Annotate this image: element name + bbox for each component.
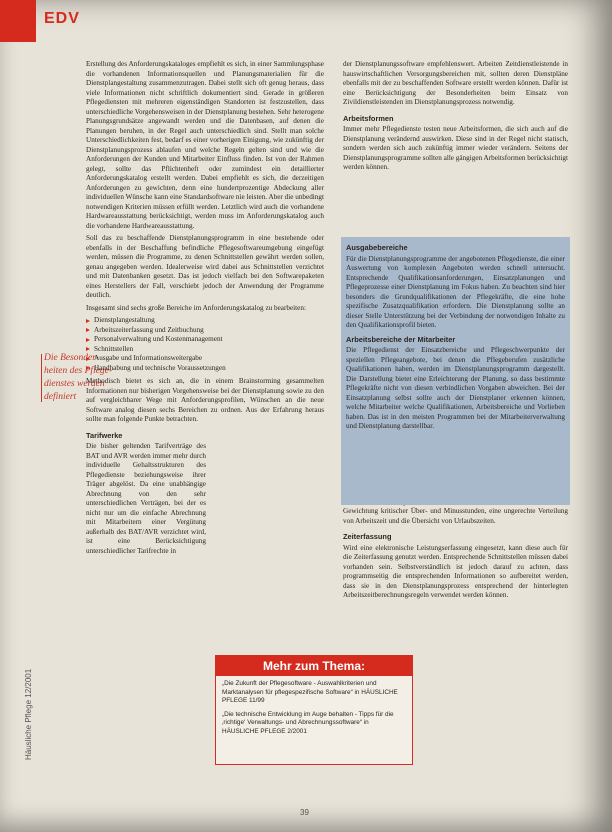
list-item: Arbeitszeiterfassung und Zeitbuchung xyxy=(86,326,324,336)
list-item: Dienstplangestaltung xyxy=(86,316,324,326)
bullet-list xyxy=(86,316,324,373)
paragraph: Immer mehr Pflegedienste testen neue Arbeitsformen, die sich auch auf die Dienstplanung verändernd auswirken. Diese sind in der Regel nicht statisch, sondern werden sich auch zukünftig immer wieder verändern. Seitens der Dienstplanungsprogramme sollten alle gängigen Arbeitsformen berücksichtigt werden können. xyxy=(343,125,568,171)
subheading: Tarifwerke xyxy=(86,430,123,440)
subheading: Zeiterfassung xyxy=(343,532,392,541)
left-column xyxy=(86,60,324,559)
paragraph: der Dienstplanungssoftware empfehlenswert. Arbeiten Zeitdienstleistende in hauswirtschaftlichen Versorgungsbereichen mit, sollten deren Dienstpläne ebenfalls mit der zu beschaffenden Software erstellt werden können. Dafür ist eine Berücksichtigung der Besonderheiten beim Einsatz von Zivildienstleistenden im Dienstplanungsprozess notwendig. xyxy=(343,60,568,106)
page-number: 39 xyxy=(300,808,309,817)
more-on-topic-box xyxy=(215,655,413,765)
paragraph: Gewichtung kritischer Über- und Minusstunden, eine ungerechte Verteilung von Arbeitszeit und die Übersicht von Urlaubszeiten. xyxy=(343,507,568,525)
list-item: Handhabung und technische Voraussetzungen xyxy=(86,364,324,374)
paragraph: Methodisch bietet es sich an, die in einem Brainstorming gesammelten Informationen nur bisherigen Vorgehensweise bei der Dienstplanung sowie zu den auf vergleichbarer Wege mit Anforderungsprofilen, Wünschen an die neue Software analog diesen sechs Bereichen zu ordnen. Aus der Erfahrung heraus sollte man folgende Punkte betrachten. xyxy=(86,377,324,423)
paragraph: Wird eine elektronische Leistungserfassung eingesetzt, kann diese auch für die Zeiterfassung genutzt werden. Entsprechende Schnittstellen müssen dabei vorhanden sein. Selbstverständlich ist jedoch darauf zu achten, dass programmseitig die entsprechenden Informationen so aufbereitet werden, dass sie in den Dienstplanungsprozess entsprechend der hinterlegten Arbeitszeitberechnungsregeln verwendet werden können. xyxy=(343,543,568,599)
infobox-heading: Ausgabebereiche xyxy=(346,243,408,252)
infobox-heading: Arbeitsbereiche der Mitarbeiter xyxy=(346,334,456,344)
list-item: Personalverwaltung und Kostenmanagement xyxy=(86,335,324,345)
pull-quote: Die Besonder- heiten des Pflege- dienstes werden definiert xyxy=(44,352,120,404)
infobox-paragraph: Die Pflegedienst der Einsatzbereiche und Pflegeschwerpunkte der speziellen Pflegeangebote, bei denen die Pflegeberufen zusätzliche Qualifikationen haben, werden im Dienstplanungsprogramm dargestellt. Die Darstellung bietet eine Erleichterung der Planung, so dass bestimmte Pflegekräfte nicht von diesen verbindlichen Vorgaben abweichen. Bei der Einsatzplanung selbst sollte auch der Dienstplaner erkennen können, welche Mitarbeiter welche Qualifikationen, Arbeitsbereiche und Vorlieben haben. Das ist in den meisten Programmen bei der Mitarbeiterverwaltung und Dienstplanung darstellbar. xyxy=(346,346,565,430)
infobox-paragraph: Für die Dienstplanungsprogramme der angebotenen Pflegedienste, die einer Auswertung von komplexen Angeboten werden schnell untersucht. Entsprechende Qualifikationsanforderungen, Einsatzplanungen und Pflegeprozesse einer Dienstplanung im Fokus haben. Zu beachten sind hier besonders die Grundqualifikationen der Pflegekräfte, die eine hohe spezifische Zusatzqualifikation erfordern. Die Dienstplanung sollte an dieser Stelle Unterstützung bei der Verbindung der notwendigen Inhalte zu den Qualifikationsprofil bieten. xyxy=(346,254,565,329)
reference-item: „Die technische Entwicklung im Auge behalten - Tipps für die ‚richtige‘ Verwaltungs- und Abrechnungssoftware“ in HÄUSLICHE PFLEGE 2/2001 xyxy=(222,710,394,735)
more-on-topic-body xyxy=(216,676,412,745)
list-item: Schnittstellen xyxy=(86,345,324,355)
section-label: EDV xyxy=(44,10,80,27)
paragraph: Erstellung des Anforderungskataloges empfiehlt es sich, in einer Sammlungsphase die vorhandenen Informationsquellen und Planungsmaterialien für die Dienstplangestaltung zusammenzutragen. Dabei stellt sich oft genug heraus, dass viele Informationen nicht schriftlich dokumentiert sind. Gerade in größeren Pflegediensten mit mehreren eigenständigen Standorten ist festzustellen, dass unterschiedliche Vorgehensweisen in der Dienstplanung bestehen. Sehr heterogene Planungsgrundsätze angewandt werden und die Datenbasen, auf denen die Planungen beruhen, in der Regel auch unterschiedlich sind. Stellt man solche Unterschiedlichkeiten fest, bedarf es einer vorherigen Einigung, wie zukünftig der Dienstplanungsprozess ablaufen und welche Regeln gelten sind und wie die Anforderungen der Kunden und Mitarbeiter Einfluss finden. Ist von der Rahmen gelegt, sollte das Pflichtenheft oder zumindest ein detaillierter Anforderungskatalog erstellt werden. Dabei empfiehlt es sich, die derzeitigen Anforderungen zu gewichten, denn eine hundertprozentige Abdeckung aller individuellen Wünsche kann eine Standardsoftware nie leisten. Aber die unbedingt notwendigen Kriterien müssen erfüllt werden. Letztlich wird auch die vorhandene Hardwareausstattung berücksichtigt, werden muss im Anforderungskatalog auch die vorhandene Hardwareausstattung. xyxy=(86,60,324,230)
section-color-bar xyxy=(0,0,36,42)
reference-item: „Die Zukunft der Pflegesoftware - Auswahlkriterien und Marktanalysen für pflegespezifische Software“ in HÄUSLICHE PFLEGE 11/99 xyxy=(222,680,398,704)
info-box xyxy=(341,237,570,505)
paragraph: Soll das zu beschaffende Dienstplanungsprogramm in eine bestehende oder ebenfalls in der Beschaffung befindliche Pflegesoftwareumgebung eingefügt werden, müssen die Programme, zu denen Schnittstellen gewährt werden sollen, genau angegeben werden. Idealerweise wird dabei aus Schnittstellen verzichtet und mit Datenbanken gesetzt. Das ist jedoch vielfach bei den Softwarepaketen eines Herstellers der Fall, verschiebt jedoch der Anwendung der Programme deutlich. xyxy=(86,234,324,299)
paragraph: Die bisher geltenden Tarifverträge des BAT und AVR werden immer mehr durch individuelle Gehaltsstrukturen des Pflegedienste beziehungsweise ihrer Träger abgelöst. Da eine unabhängige Abrechnung von den sehr unterschiedlichen Verträgen, bei der es nicht nur um die einfache Abrechnung mit Mitarbeitern einer Vergütung außerhalb des BAT/AVR verzichtet wird, ist eine Berücksichtigung unterschiedlicher Tarifrechte in xyxy=(86,442,206,555)
list-item: Ausgabe und Informationsweitergabe xyxy=(86,354,324,364)
more-on-topic-title: Mehr zum Thema: xyxy=(216,656,412,676)
subheading: Arbeitsformen xyxy=(343,113,394,123)
paragraph: Insgesamt sind sechs große Bereiche im Anforderungskatalog zu bearbeiten: xyxy=(86,303,306,312)
journal-sidebar-text: Häusliche Pflege 12/2001 xyxy=(24,668,33,760)
